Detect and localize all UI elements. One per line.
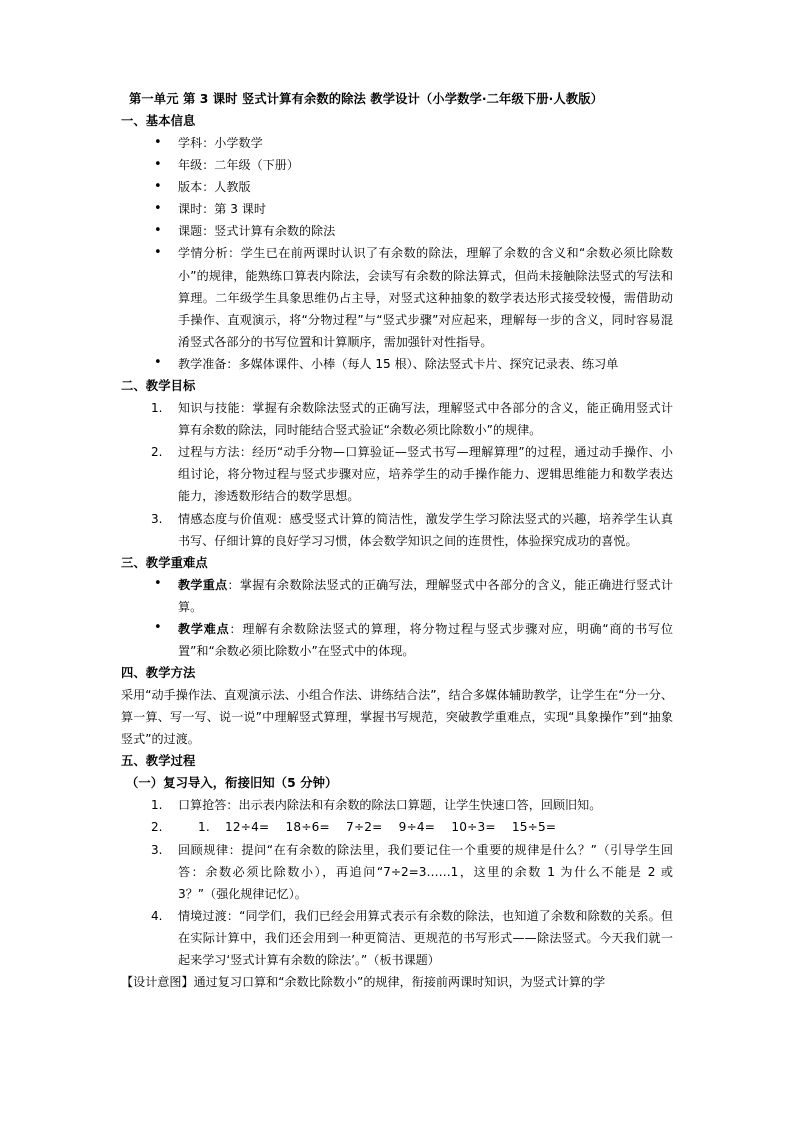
list-item: 过程与方法：经历“动手分物—口算验证—竖式书写—理解算理”的过程，通过动手操作、小组讨论，将分物过程与竖式步骤对应，培养学生的动手操作能力、逻辑思维能力和数学表达能力，渗透数形结合的数学思想。 bbox=[178, 445, 673, 504]
list-item: • 课题：竖式计算有余数的除法 bbox=[121, 220, 673, 242]
list-item: • 学情分析：学生已在前两课时认识了有余数的除法，理解了余数的含义和“余数必须比除数小”的规律，能熟练口算表内除法，会读写有余数的除法算式，但尚未接触除法竖式的写法和算理。二年级学生具象思维仍占主导，对竖式这种抽象的数学表达形式接受较慢，需借助动手操作、直观演示，将“分物过程”与“竖式步骤”对应起来，理解每一步的含义，同时容易混淆竖式各部分的书写位置和计算顺序，需加强针对性指导。 bbox=[121, 242, 673, 352]
subsection-heading-review-intro: （一）复习导入，衔接旧知（5 分钟） bbox=[126, 776, 338, 791]
list-item: 情境过渡：“同学们，我们已经会用算式表示有余数的除法，也知道了余数和除数的关系。但在实际计算中，我们还会用到一种更简洁、更规范的书写形式——除法竖式。今天我们就一起来学习‘竖式计算有余数的除法’。”（板书课题） bbox=[178, 908, 673, 967]
key-points-list bbox=[121, 574, 673, 662]
list-item: 口算抢答：出示表内除法和有余数的除法口算题，让学生快速口答，回顾旧知。 bbox=[178, 798, 602, 813]
key-point-label: 教学难点 bbox=[178, 621, 230, 636]
basic-info-list bbox=[121, 132, 673, 375]
list-item: • 教学准备：多媒体课件、小棒（每人 15 根）、除法竖式卡片、探究记录表、练习单 bbox=[121, 353, 673, 375]
list-item: • 年级：二年级（下册） bbox=[121, 154, 673, 176]
key-point-text: ：掌握有余数除法竖式的正确写法，理解竖式中各部分的含义，能正确进行竖式计算。 bbox=[178, 577, 673, 614]
process-steps-list bbox=[121, 794, 673, 971]
design-intent-note: 【设计意图】通过复习口算和“余数比除数小”的规律，衔接前两课时知识，为竖式计算的学 bbox=[121, 975, 606, 990]
list-item bbox=[121, 618, 673, 662]
objectives-list bbox=[121, 397, 673, 552]
section-heading-process: 五、教学过程 bbox=[121, 754, 196, 769]
section-heading-methods: 四、教学方法 bbox=[121, 666, 196, 681]
section-heading-key-points: 三、教学重难点 bbox=[121, 555, 208, 570]
oral-math-problems-list bbox=[178, 816, 673, 838]
list-item: 知识与技能：掌握有余数除法竖式的正确写法，理解竖式中各部分的含义，能正确用竖式计算有余数的除法，同时能结合竖式验证“余数必须比除数小”的规律。 bbox=[178, 401, 673, 438]
list-item: • 学科：小学数学 bbox=[121, 132, 673, 154]
document-body bbox=[121, 88, 673, 993]
section-heading-objectives: 二、教学目标 bbox=[121, 379, 196, 394]
list-item bbox=[121, 574, 673, 618]
list-item: 情感态度与价值观：感受竖式计算的简洁性，激发学生学习除法竖式的兴趣，培养学生认真书写、仔细计算的良好学习习惯，体会数学知识之间的连贯性，体验探究成功的喜悦。 bbox=[178, 511, 673, 548]
math-problem-row: 12÷4= 18÷6= 7÷2= 9÷4= 10÷3= 15÷5= bbox=[225, 820, 557, 835]
section-heading-basic-info: 一、基本信息 bbox=[121, 114, 196, 128]
key-point-label: 教学重点 bbox=[178, 577, 228, 592]
list-item: 回顾规律：提问“在有余数的除法里，我们要记住一个重要的规律是什么？”（引导学生回答：余数必须比除数小），再追问“7÷2=3……1，这里的余数 1 为什么不能是 2 或 3？”（强化规律记忆）。 bbox=[178, 842, 673, 901]
methods-paragraph: 采用“动手操作法、直观演示法、小组合作法、讲练结合法”，结合多媒体辅助教学，让学生在“分一分、算一算、写一写、说一说”中理解竖式算理，掌握书写规范，突破教学重难点，实现“具象操作”到“抽象竖式”的过渡。 bbox=[121, 688, 673, 747]
list-item: • 版本：人教版 bbox=[121, 176, 673, 198]
list-item bbox=[121, 816, 673, 838]
page-title: 第一单元 第 3 课时 竖式计算有余数的除法 教学设计（小学数学·二年级下册·人教版） bbox=[129, 92, 603, 106]
key-point-text: ：理解有余数除法竖式的算理，将分物过程与竖式步骤对应，明确“商的书写位置”和“余数必须比除数小”在竖式中的体现。 bbox=[178, 621, 673, 658]
list-item: • 课时：第 3 课时 bbox=[121, 198, 673, 220]
